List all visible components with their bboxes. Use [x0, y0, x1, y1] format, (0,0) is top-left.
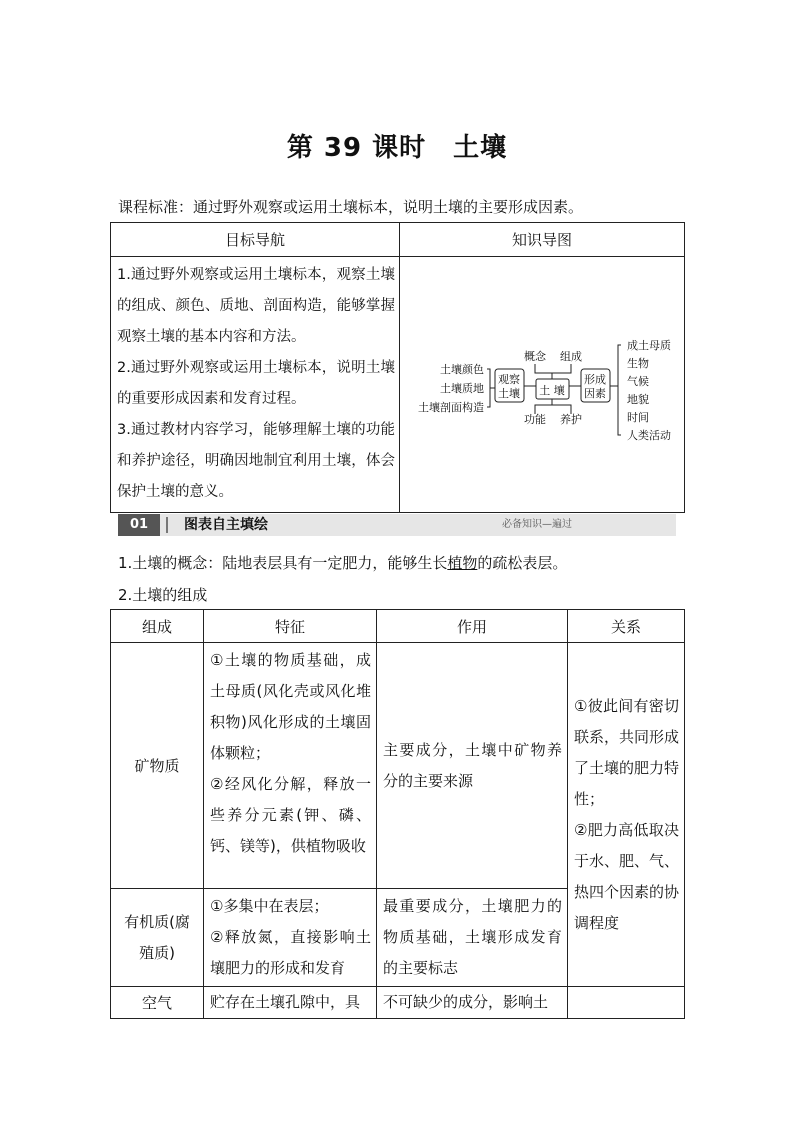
comp-row1-feature-1: ①土壤的物质基础，成土母质(风化壳或风化堆积物)风化形成的土壤固体颗粒； [210, 651, 371, 762]
comp-row3-name: 空气 [111, 987, 204, 1019]
curriculum-standard: 课程标准：通过野外观察或运用土壤标本，说明土壤的主要形成因素。 [118, 198, 584, 216]
mm-factor-1: 成土母质 [627, 339, 671, 352]
objectives-cell [111, 257, 400, 513]
table-row [111, 987, 685, 1019]
comp-relation [568, 643, 685, 987]
comp-row3-role: 不可缺少的成分，影响土 [377, 987, 568, 1019]
mind-map-diagram [400, 263, 684, 506]
comp-row1-role: 主要成分，土壤中矿物养分的主要来源 [377, 643, 568, 889]
soil-concept [118, 552, 567, 573]
section-number: 01 [118, 514, 160, 536]
table-row [111, 643, 685, 889]
mm-observe-box-1: 观察 [498, 373, 520, 386]
mm-bottom-item-1: 功能 [524, 413, 546, 426]
comp-row1-feature-2: ②经风化分解，释放一些养分元素(钾、磷、钙、镁等)，供植物吸收 [210, 775, 371, 855]
header-objectives: 目标导航 [111, 223, 400, 257]
objective-1: 1.通过野外观察或运用土壤标本，观察土壤的组成、颜色、质地、剖面构造，能够掌握观察土壤的基本内容和方法。 [117, 267, 395, 345]
objective-2: 2.通过野外观察或运用土壤标本，说明土壤的重要形成因素和发育过程。 [117, 360, 395, 407]
objectives-table [110, 222, 685, 513]
comp-relation-1: ①彼此间有密切联系，共同形成了土壤的肥力特性； [574, 696, 680, 808]
page-title: 第 39 课时 土壤 [286, 133, 508, 163]
mm-factor-3: 气候 [627, 375, 649, 388]
composition-table [110, 609, 685, 1019]
comp-header-relation: 关系 [568, 610, 685, 643]
soil-concept-prefix: 1.土壤的概念：陆地表层具有一定肥力，能够生长 [118, 554, 448, 572]
comp-row3-feature-1: 贮存在土壤孔隙中，具 [210, 993, 361, 1011]
comp-relation-2: ②肥力高低取决于水、肥、气、热四个因素的协调程度 [574, 820, 680, 932]
mm-factor-6: 人类活动 [627, 429, 671, 442]
mm-top-item-2: 组成 [560, 350, 582, 363]
comp-row2-features [204, 889, 377, 987]
mm-center: 土 壤 [539, 384, 565, 397]
soil-composition-heading: 2.土壤的组成 [118, 586, 208, 604]
comp-header-name: 组成 [111, 610, 204, 643]
comp-row3-relation-empty [568, 987, 685, 1019]
header-mind-map: 知识导图 [400, 223, 685, 257]
objective-3: 3.通过教材内容学习，能够理解土壤的功能和养护途径，明确因地制宜利用土壤，体会保护土壤的意义。 [117, 422, 395, 500]
comp-row1-name: 矿物质 [111, 643, 204, 889]
comp-row2-role: 最重要成分，土壤肥力的物质基础，土壤形成发育的主要标志 [377, 889, 568, 987]
mm-observe-item-3: 土壤剖面构造 [418, 401, 484, 414]
mm-factor-2: 生物 [627, 357, 649, 370]
section-subtitle: 必备知识—遍过 [502, 519, 572, 530]
mm-observe-item-2: 土壤质地 [440, 382, 484, 395]
mm-factor-4: 地貌 [627, 393, 649, 406]
soil-concept-suffix: 的疏松表层。 [477, 554, 568, 572]
mm-observe-item-1: 土壤颜色 [440, 363, 484, 376]
comp-row2-feature-1: ①多集中在表层； [210, 897, 329, 915]
mm-top-bracket [535, 364, 571, 379]
mm-top-item-1: 概念 [524, 350, 546, 363]
mm-bottom-bracket [535, 399, 571, 414]
comp-header-role: 作用 [377, 610, 568, 643]
mm-factor-5: 时间 [627, 411, 649, 424]
mm-observe-bracket [487, 369, 495, 407]
comp-row2-feature-2: ②释放氮，直接影响土壤肥力的形成和发育 [210, 928, 371, 977]
mind-map-cell [400, 257, 685, 513]
comp-header-features: 特征 [204, 610, 377, 643]
mm-bottom-item-2: 养护 [560, 413, 582, 426]
section-label: 图表自主填绘 [184, 517, 268, 533]
section-divider [166, 517, 168, 533]
mm-observe-box-2: 土壤 [498, 387, 520, 400]
comp-row1-features [204, 643, 377, 889]
mm-form-box-2: 因素 [584, 387, 606, 400]
mm-form-box-1: 形成 [584, 373, 606, 386]
mm-factor-bracket [610, 345, 621, 435]
comp-row2-name: 有机质(腐殖质) [111, 889, 204, 987]
soil-concept-underlined: 植物 [447, 554, 478, 572]
comp-row3-features [204, 987, 377, 1019]
section-bar [118, 514, 676, 536]
